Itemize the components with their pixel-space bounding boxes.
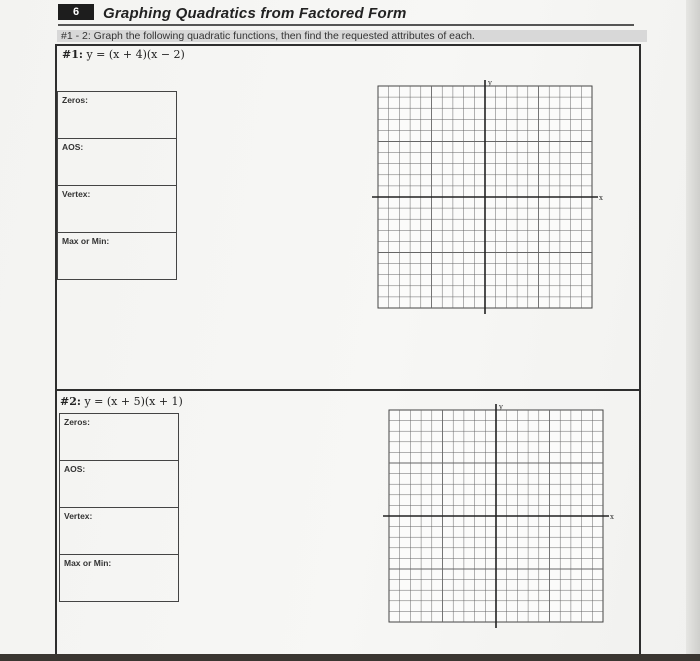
page-number-badge: 6 (58, 4, 94, 20)
problem-divider (55, 389, 641, 391)
problem-2-coordinate-grid[interactable] (389, 403, 614, 622)
problem-1-equation (62, 48, 185, 61)
problem-1-coordinate-grid[interactable] (378, 79, 603, 308)
max-min-cell[interactable]: Max or Min: (64, 558, 112, 568)
vertex-cell[interactable]: Vertex: (58, 186, 176, 233)
aos-cell[interactable]: AOS: (58, 139, 176, 186)
desk-background (0, 654, 700, 661)
problem-1-formula: y = (x + 4)(x − 2) (86, 48, 185, 61)
vertex-cell[interactable]: Vertex: (60, 508, 178, 555)
x-axis-label: x (610, 513, 614, 521)
page-title: Graphing Quadratics from Factored Form (103, 5, 407, 22)
problem-2-label: #2: (60, 395, 81, 408)
y-axis-label: y (499, 403, 503, 411)
zeros-cell[interactable]: Zeros: (60, 414, 178, 461)
problem-2-formula: y = (x + 5)(x + 1) (84, 395, 183, 408)
page-edge (686, 0, 700, 661)
problem-1-label: #1: (62, 48, 83, 61)
problem-2-attributes-table (59, 413, 179, 602)
aos-cell[interactable]: AOS: (60, 461, 178, 508)
instructions: #1 - 2: Graph the following quadratic functions, then find the requested attributes of each. (57, 30, 647, 42)
max-min-cell[interactable]: Max or Min: (62, 236, 110, 246)
y-axis-label: y (488, 79, 492, 87)
problem-2-equation (60, 395, 183, 408)
problem-1-attributes-table (57, 91, 177, 280)
x-axis-label: x (599, 194, 603, 202)
title-underline (58, 24, 634, 26)
zeros-cell[interactable]: Zeros: (58, 92, 176, 139)
